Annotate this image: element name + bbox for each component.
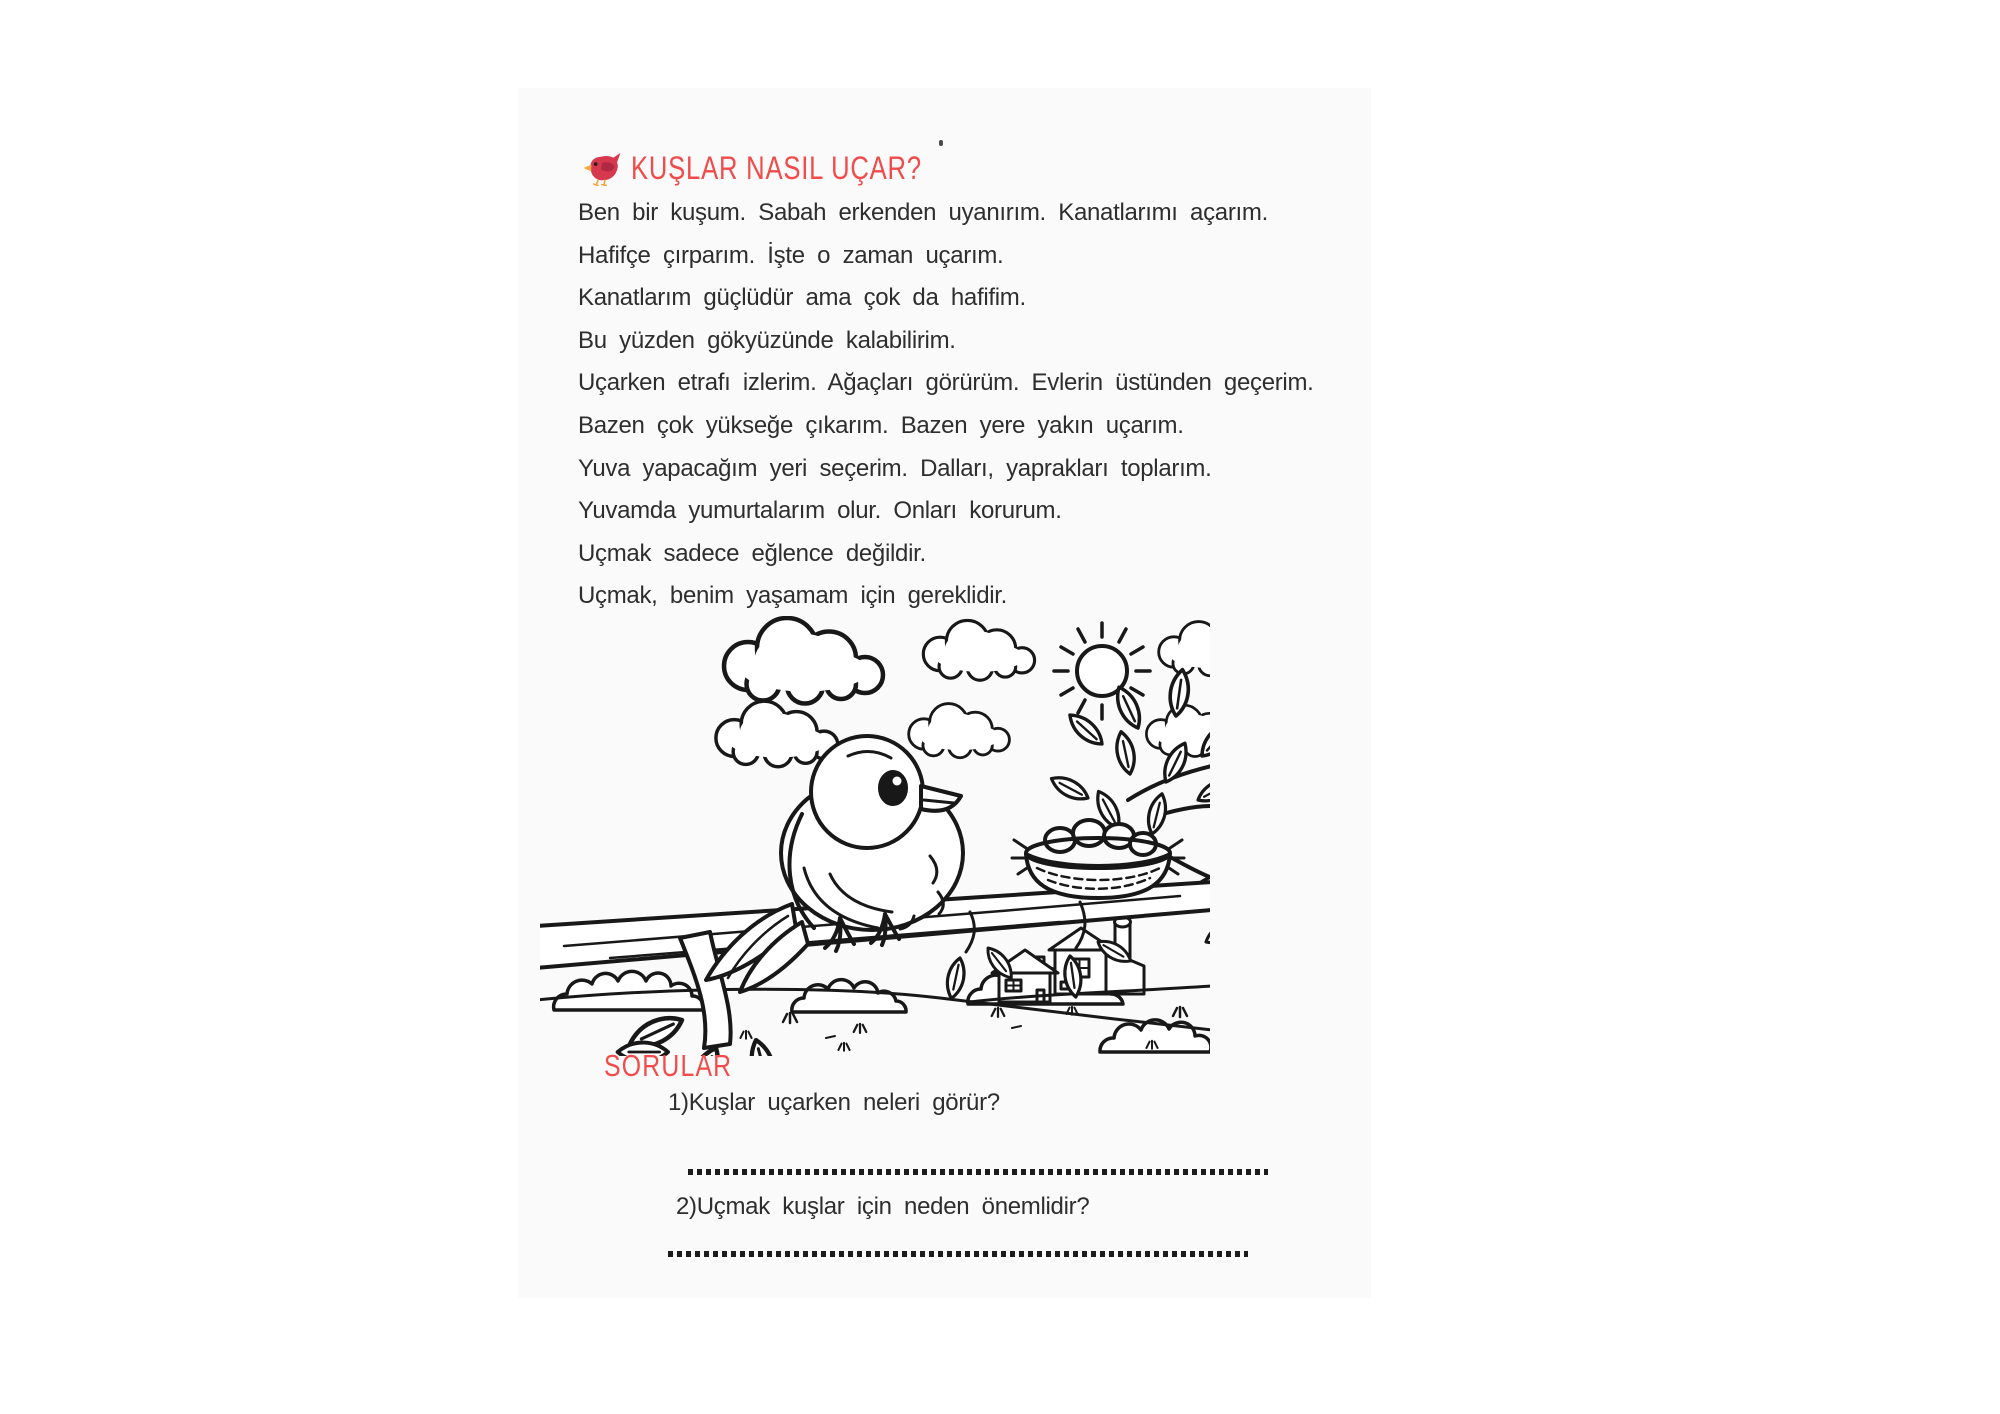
passage-line: Kanatlarım güçlüdür ama çok da hafifim. [578,284,1026,312]
questions-header: SORULAR [604,1048,733,1083]
passage-line: Ben bir kuşum. Sabah erkenden uyanırım. Kanatlarımı açarım. [578,199,1268,226]
question-1: 1)Kuşlar uçarken neleri görür? [668,1089,1000,1116]
question-2: 2)Uçmak kuşlar için neden önemlidir? [676,1193,1090,1220]
passage-line: Bazen çok yükseğe çıkarım. Bazen yere yakın uçarım. [578,411,1184,439]
worksheet-header [582,150,995,187]
passage-line: Uçmak, benim yaşamam için gereklidir. [578,582,1008,610]
stray-mark [939,140,943,146]
passage-line: Yuvamda yumurtalarım olur. Onları korurum. [578,497,1062,525]
reading-passage [578,192,1314,618]
bird-scene-illustration [540,616,1210,1056]
passage-line: Bu yüzden gökyüzünde kalabilirim. [578,326,956,354]
answer-line-1 [688,1169,1268,1175]
worksheet-title: KUŞLAR NASIL UÇAR? [631,150,922,186]
passage-line: Uçmak sadece eğlence değildir. [578,539,926,567]
worksheet-page [518,88,1371,1298]
red-bird-icon [582,151,622,186]
bird [706,736,963,992]
passage-line: Yuva yapacağım yeri seçerim. Dalları, yaprakları toplarım. [578,454,1212,482]
passage-line: Hafifçe çırparım. İşte o zaman uçarım. [578,241,1004,269]
answer-line-2 [668,1251,1248,1257]
passage-line: Uçarken etrafı izlerim. Ağaçları görürüm. Evlerin üstünden geçerim. [578,369,1314,397]
